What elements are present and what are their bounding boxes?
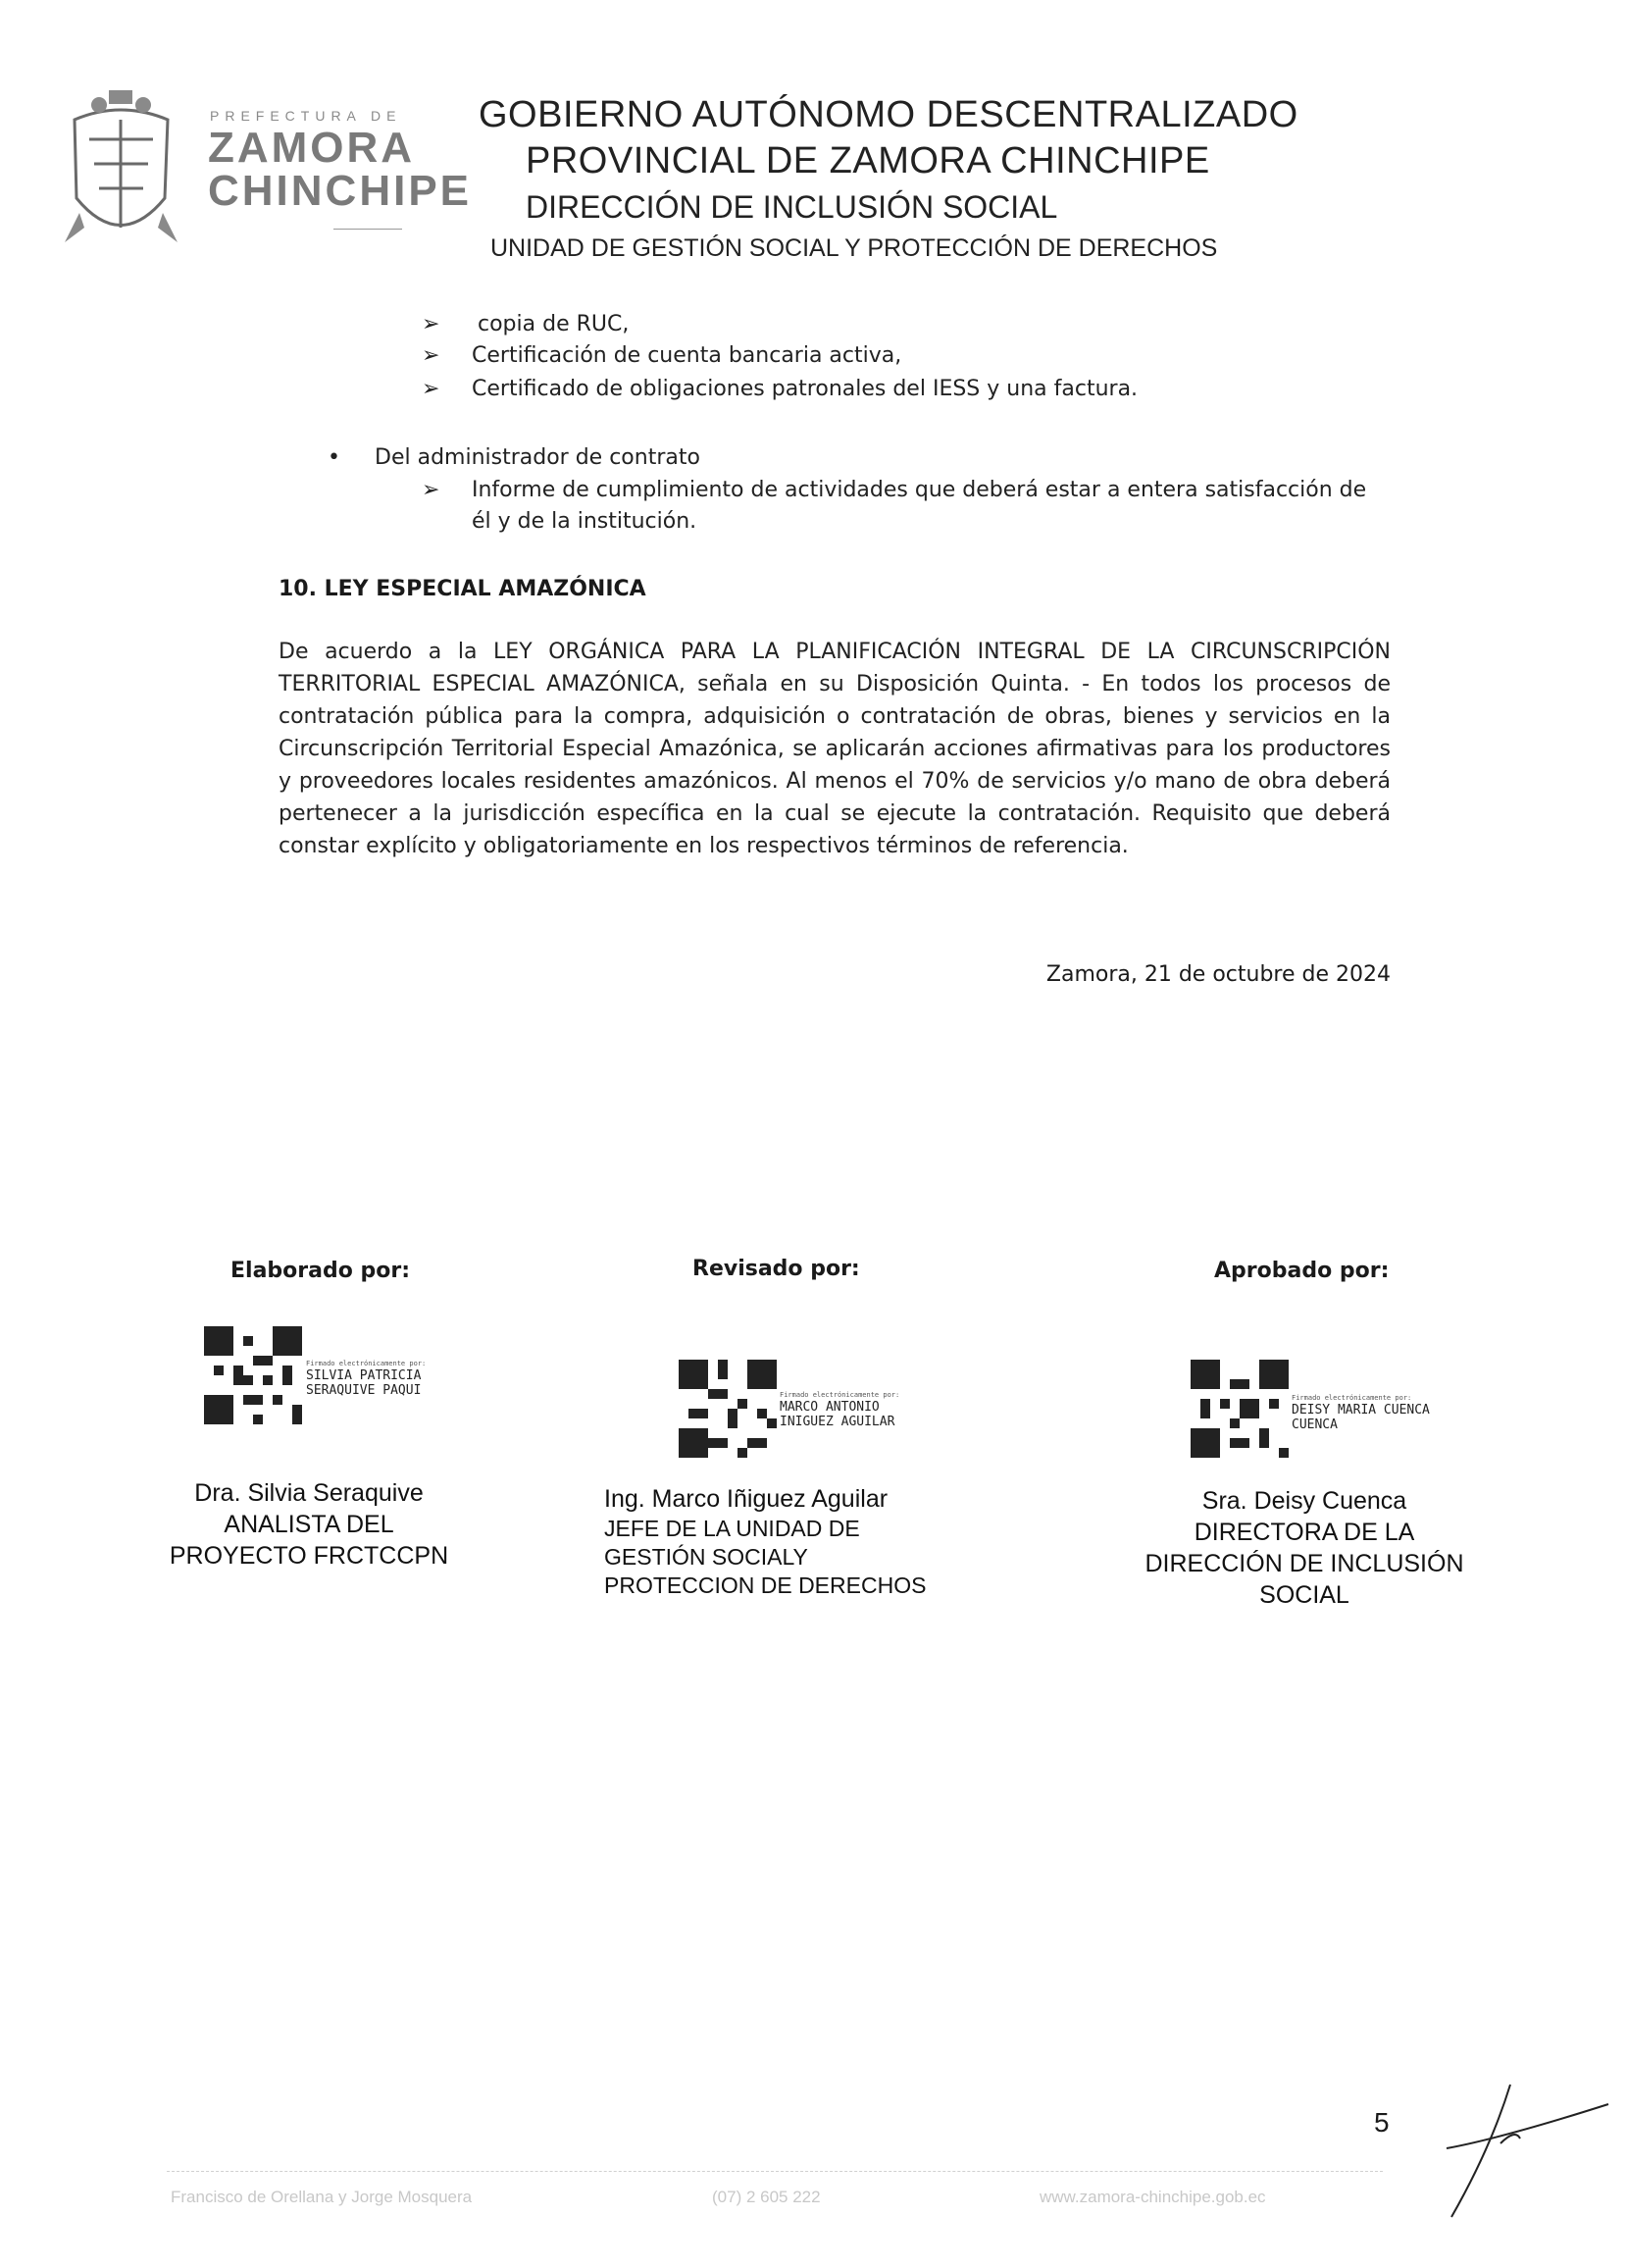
stamp-caption: Firmado electrónicamente por:	[780, 1391, 900, 1399]
stamp-name-line-2: INIGUEZ AGUILAR	[780, 1415, 895, 1429]
qr-code-icon	[204, 1326, 302, 1424]
list-item: Certificado de obligaciones patronales del IESS y una factura.	[472, 377, 1139, 401]
signer-role-line-3: PROTECCION DE DERECHOS	[604, 1572, 927, 1598]
signer-name: Ing. Marco Iñiguez Aguilar	[604, 1485, 889, 1513]
section-title: 10. LEY ESPECIAL AMAZÓNICA	[279, 577, 646, 601]
signer-block-aprobado	[1108, 1485, 1500, 1611]
aprobado-label: Aprobado por:	[1214, 1259, 1390, 1283]
header-line-1: GOBIERNO AUTÓNOMO DESCENTRALIZADO	[479, 94, 1298, 135]
signer-role-line-2: DIRECCIÓN DE INCLUSIÓN	[1144, 1550, 1464, 1577]
bullet-dot-icon: •	[328, 445, 340, 470]
signer-role-line-1: JEFE DE LA UNIDAD DE	[604, 1516, 860, 1541]
header-line-2: PROVINCIAL DE ZAMORA CHINCHIPE	[526, 140, 1210, 181]
admin-item-line-2: él y de la institución.	[472, 509, 697, 534]
handwritten-initial	[1442, 2070, 1618, 2241]
list-item: copia de RUC,	[478, 312, 630, 336]
signer-role-line-2: PROYECTO FRCTCCPN	[169, 1542, 449, 1570]
arrow-bullet-icon: ➢	[422, 343, 440, 368]
footer-divider	[167, 2171, 1383, 2172]
header-line-4: UNIDAD DE GESTIÓN SOCIAL Y PROTECCIÓN DE DERECHOS	[490, 234, 1218, 262]
stamp-name-line-1: SILVIA PATRICIA	[306, 1368, 422, 1383]
stamp-name-line-1: DEISY MARIA CUENCA	[1292, 1403, 1430, 1418]
logo-small-text: PREFECTURA DE	[210, 108, 402, 124]
list-item: Certificación de cuenta bancaria activa,	[472, 343, 902, 368]
arrow-bullet-icon: ➢	[422, 478, 440, 502]
footer-phone: (07) 2 605 222	[712, 2188, 821, 2206]
logo-word-chinchipe: CHINCHIPE	[208, 167, 473, 215]
qr-code-icon	[679, 1360, 777, 1458]
document-date: Zamora, 21 de octubre de 2024	[1045, 962, 1391, 987]
signer-role-line-1: ANALISTA DEL	[224, 1511, 394, 1538]
bullet-admin-text: Del administrador de contrato	[375, 445, 700, 470]
logo-divider	[333, 229, 402, 230]
arrow-bullet-icon: ➢	[422, 312, 440, 336]
stamp-name-line-2: SERAQUIVE PAQUI	[306, 1383, 422, 1398]
elaborado-label: Elaborado por:	[230, 1259, 411, 1283]
signer-name: Sra. Deisy Cuenca	[1201, 1487, 1407, 1515]
signer-block-elaborado	[147, 1477, 471, 1572]
revisado-label: Revisado por:	[692, 1257, 860, 1281]
section-paragraph: De acuerdo a la LEY ORGÁNICA PARA LA PLANIFICACIÓN INTEGRAL DE LA CIRCUNSCRIPCIÓN TERRITORIAL ESPECIAL AMAZÓNICA, señala en su Disposición Quinta. - En todos los procesos de contratación pública para la compra, adquisición o contratación de obras, bienes y servicios en la Circunscripción Territorial Especial Amazónica, se aplicarán acciones afirmativas para los productores y proveedores locales residentes amazónicos. Al menos el 70% de servicios y/o mano de obra deberá pertenecer a la jurisdicción específica en la cual se ejecute la contratación. Requisito que deberá constar explícito y obligatoriamente en los respectivos términos de referencia.	[279, 640, 1391, 858]
signer-name: Dra. Silvia Seraquive	[194, 1479, 424, 1507]
signer-role-line-1: DIRECTORA DE LA	[1194, 1519, 1415, 1546]
stamp-name-line-2: CUENCA	[1292, 1418, 1338, 1432]
stamp-name-line-1: MARCO ANTONIO	[780, 1400, 880, 1415]
qr-code-icon	[1191, 1360, 1289, 1458]
footer-address: Francisco de Orellana y Jorge Mosquera	[171, 2188, 473, 2206]
footer-website: www.zamora-chinchipe.gob.ec	[1040, 2188, 1266, 2206]
stamp-caption: Firmado electrónicamente por:	[306, 1360, 427, 1367]
arrow-bullet-icon: ➢	[422, 377, 440, 401]
admin-item-line-1: Informe de cumplimiento de actividades que deberá estar a entera satisfacción de	[472, 478, 1367, 502]
stamp-caption: Firmado electrónicamente por:	[1292, 1394, 1412, 1402]
signer-role-line-3: SOCIAL	[1259, 1581, 1349, 1609]
signer-role-line-2: GESTIÓN SOCIALY	[604, 1544, 808, 1570]
prefecture-logo-emblem	[55, 80, 187, 262]
signer-block-revisado	[604, 1483, 977, 1600]
logo-word-zamora: ZAMORA	[208, 124, 416, 172]
header-line-3: DIRECCIÓN DE INCLUSIÓN SOCIAL	[526, 189, 1058, 225]
page-number: 5	[1374, 2107, 1390, 2138]
